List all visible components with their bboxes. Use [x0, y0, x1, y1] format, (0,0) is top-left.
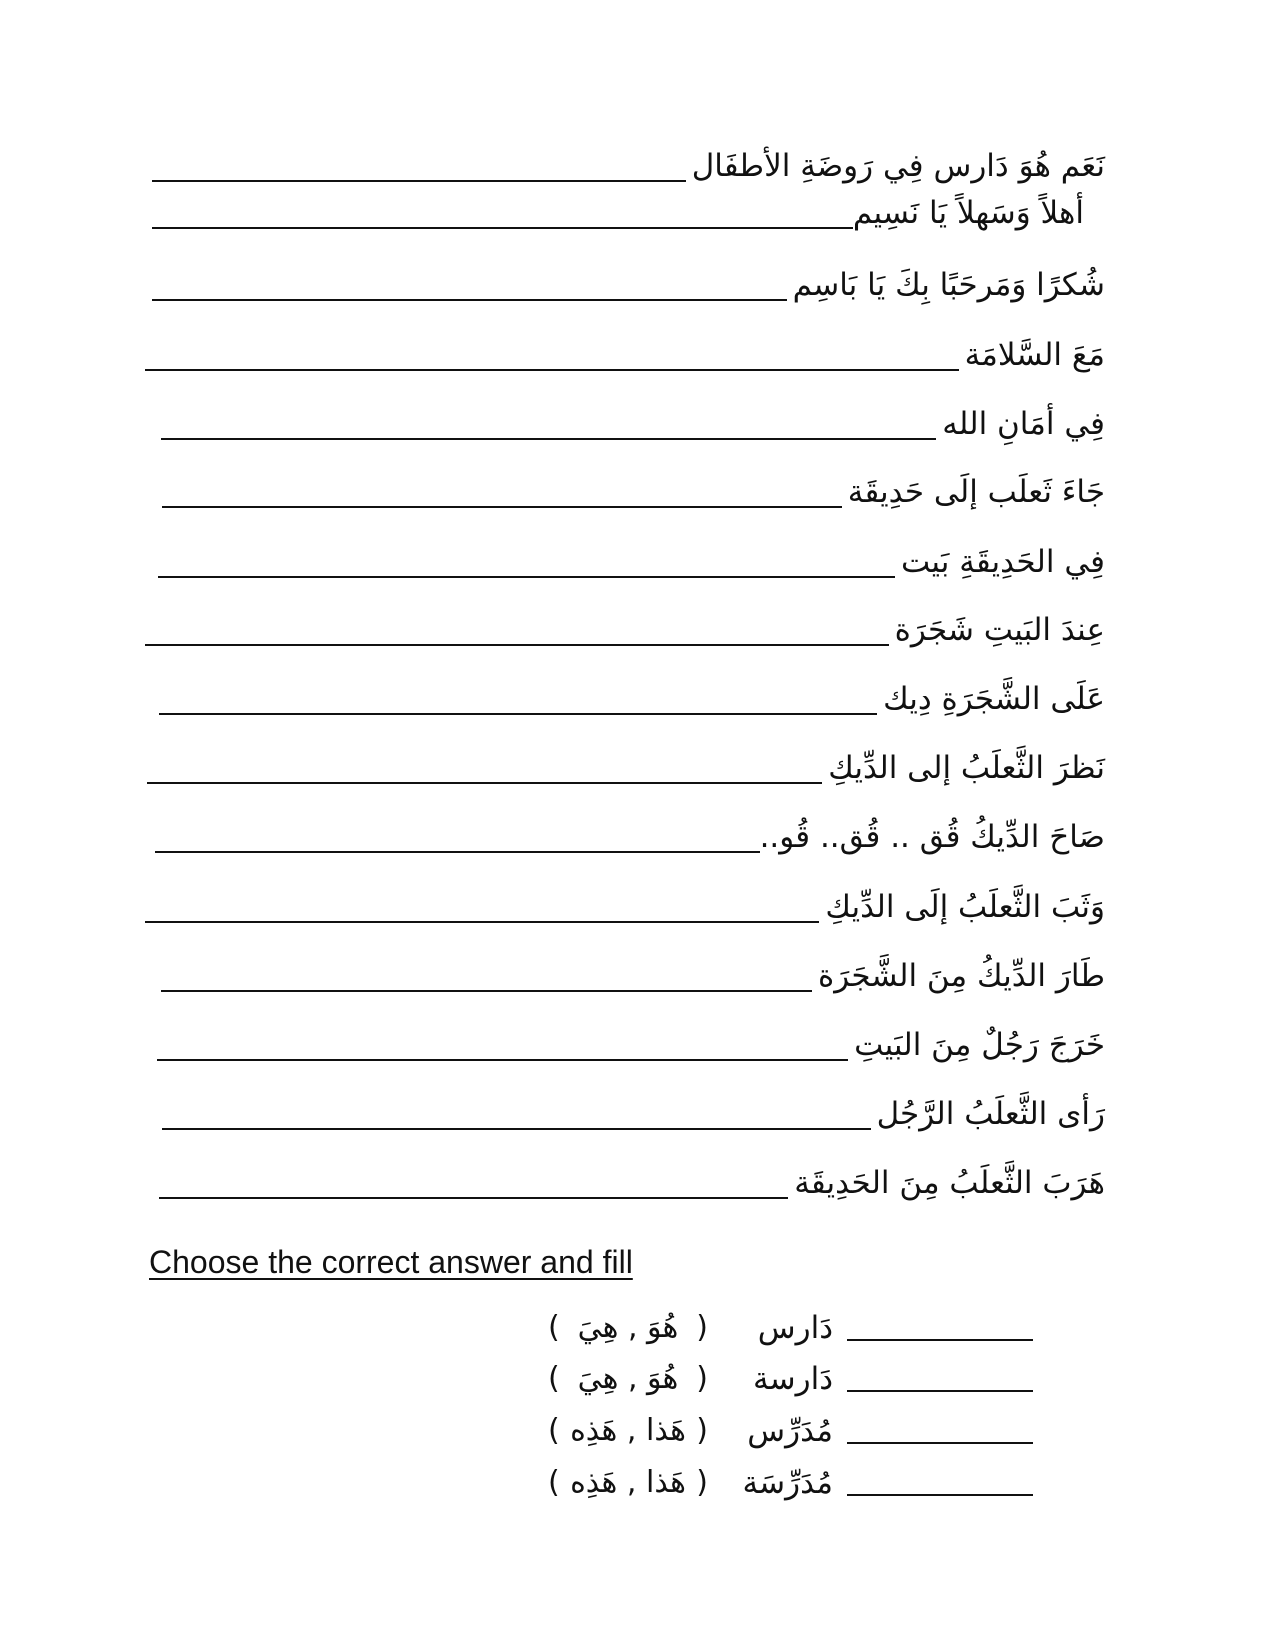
copy-line-text: جَاءَ ثَعلَب إلَى حَدِيقَة	[847, 474, 1105, 510]
copy-blank	[155, 851, 760, 853]
copy-blank	[145, 369, 959, 371]
copy-line-text: صَاحَ الدِّيكُ قُق .. قُق.. قُو..	[759, 819, 1105, 855]
copy-line-14	[157, 1023, 1105, 1067]
copy-blank	[161, 438, 936, 440]
copy-line-3	[152, 263, 1105, 307]
copy-blank	[145, 644, 889, 646]
copy-line-1	[152, 144, 1105, 188]
question-row-2	[0, 1357, 1275, 1401]
question-word: مُدَرِّس	[747, 1413, 833, 1449]
copy-line-7	[158, 540, 1105, 584]
paren-open: (	[548, 1413, 560, 1448]
question-row-1	[0, 1306, 1275, 1350]
question-row-3	[0, 1409, 1275, 1453]
copy-line-9	[159, 677, 1105, 721]
copy-line-12	[145, 885, 1105, 929]
copy-line-2	[152, 191, 1084, 235]
answer-blank	[847, 1442, 1033, 1444]
copy-blank	[157, 1059, 848, 1061]
copy-line-5	[161, 402, 1105, 446]
copy-blank	[162, 1128, 871, 1130]
question-word: مُدَرِّسَة	[742, 1465, 833, 1501]
answer-blank	[847, 1494, 1033, 1496]
copy-line-13	[161, 954, 1105, 998]
answer-options	[548, 1461, 708, 1505]
copy-blank	[159, 1197, 788, 1199]
copy-line-text: عِندَ البَيتِ شَجَرَة	[894, 612, 1105, 648]
copy-line-text: نَعَم هُوَ دَارس فِي رَوضَةِ الأطفَال	[691, 148, 1105, 184]
copy-line-4	[145, 333, 1105, 377]
copy-line-text: شُكرًا وَمَرحَبًا بِكَ يَا بَاسِم	[792, 267, 1105, 303]
copy-blank	[161, 990, 812, 992]
copy-line-text: وَثَبَ الثَّعلَبُ إلَى الدِّيكِ	[825, 889, 1105, 925]
copy-line-text: نَظرَ الثَّعلَبُ إلى الدِّيكِ	[828, 750, 1105, 786]
copy-line-16	[159, 1161, 1105, 1205]
option-choices: هَذا , هَذِه	[570, 1413, 686, 1448]
option-choices: هُوَ , هِيَ	[577, 1310, 679, 1345]
copy-blank	[152, 180, 686, 182]
copy-line-text: فِي أمَانِ الله	[942, 406, 1105, 442]
answer-blank	[847, 1390, 1033, 1392]
question-word: دَارس	[757, 1310, 833, 1346]
copy-blank	[145, 921, 819, 923]
copy-blank	[162, 506, 842, 508]
copy-line-10	[147, 746, 1105, 790]
question-row-4	[0, 1461, 1275, 1505]
copy-line-text: خَرَجَ رَجُلٌ مِنَ البَيتِ	[854, 1027, 1105, 1063]
copy-line-text: فِي الحَدِيقَةِ بَيت	[900, 544, 1105, 580]
copy-blank	[152, 227, 853, 229]
copy-line-text: أهلاً وَسَهلاً يَا نَسِيم	[852, 195, 1084, 231]
copy-line-text: مَعَ السَّلامَة	[964, 337, 1105, 373]
copy-line-11	[155, 815, 1105, 859]
paren-close: )	[696, 1310, 708, 1345]
copy-line-text: رَأى الثَّعلَبُ الرَّجُل	[876, 1096, 1105, 1132]
copy-line-8	[145, 608, 1105, 652]
paren-close: )	[696, 1465, 708, 1500]
copy-line-text: هَرَبَ الثَّعلَبُ مِنَ الحَدِيقَة	[794, 1165, 1105, 1201]
copy-blank	[159, 713, 877, 715]
copy-blank	[158, 576, 895, 578]
paren-close: )	[696, 1361, 708, 1396]
question-word: دَارسة	[753, 1361, 833, 1397]
section-heading: Choose the correct answer and fill	[149, 1244, 633, 1280]
answer-blank	[847, 1339, 1033, 1341]
answer-options	[548, 1409, 708, 1453]
copy-line-text: طَارَ الدِّيكُ مِنَ الشَّجَرَة	[817, 958, 1105, 994]
copy-blank	[152, 299, 787, 301]
paren-close: )	[696, 1413, 708, 1448]
option-choices: هُوَ , هِيَ	[577, 1361, 679, 1396]
copy-line-15	[162, 1092, 1105, 1136]
copy-line-6	[162, 470, 1105, 514]
paren-open: (	[548, 1361, 560, 1396]
option-choices: هَذا , هَذِه	[570, 1465, 686, 1500]
paren-open: (	[548, 1465, 560, 1500]
answer-options	[548, 1306, 708, 1350]
answer-options	[548, 1357, 708, 1401]
copy-line-text: عَلَى الشَّجَرَةِ دِيك	[883, 681, 1105, 717]
paren-open: (	[548, 1310, 560, 1345]
copy-blank	[147, 782, 822, 784]
